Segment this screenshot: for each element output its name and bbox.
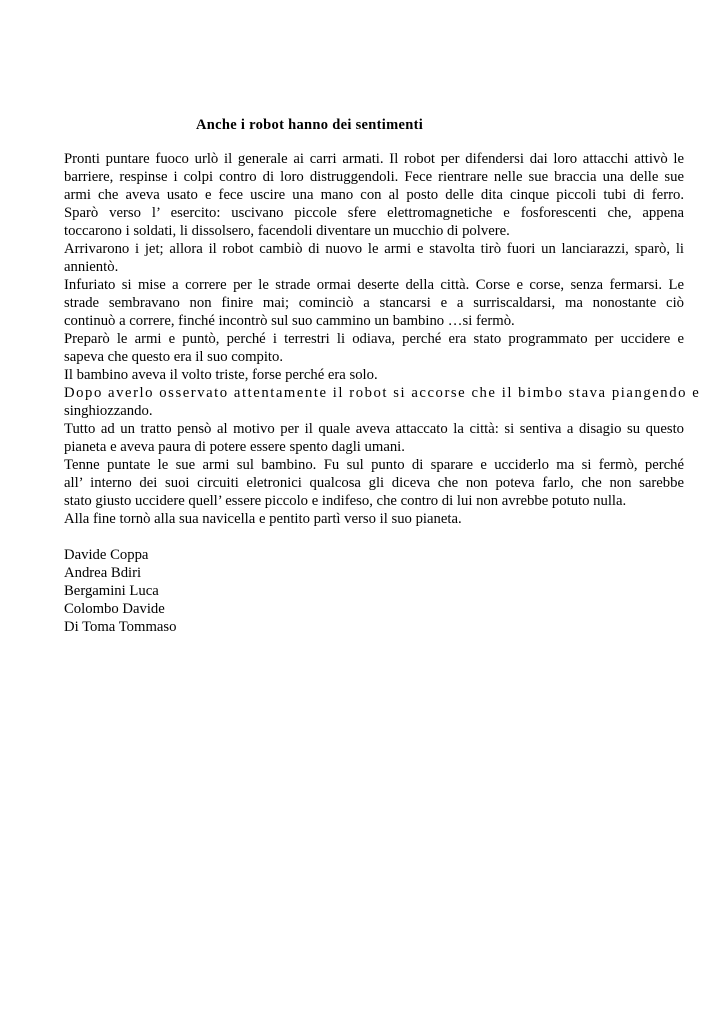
paragraph	[64, 276, 684, 330]
text-line: Infuriato si mise a correre per le strade ormai deserte della città. Corse e corse, senza fermarsi. Le	[64, 277, 684, 293]
text-line: pianeta e aveva paura di potere essere spento dagli umani.	[64, 439, 405, 455]
paragraph	[64, 456, 684, 510]
blank-line	[64, 528, 684, 546]
text-line: armi che aveva usato e fece uscire una mano con al posto delle dita cinque piccoli tubi di ferro.	[64, 187, 684, 203]
author-name: Andrea Bdiri	[64, 565, 142, 581]
author-list	[64, 546, 684, 636]
paragraph	[64, 420, 684, 456]
text-line: Alla fine tornò alla sua navicella e pentito partì verso il suo pianeta.	[64, 511, 462, 527]
document-title: Anche i robot hanno dei sentimenti	[196, 117, 424, 133]
text-line: Tutto ad un tratto pensò al motivo per il quale aveva attaccato la città: si sentiva a disagio su questo	[64, 421, 684, 437]
text-line: Il bambino aveva il volto triste, forse perché era solo.	[64, 367, 378, 383]
text-line: toccarono i soldati, li dissolsero, facendoli diventare un mucchio di polvere.	[64, 223, 510, 239]
text-line: continuò a correre, finché incontrò sul suo cammino un bambino …si fermò.	[64, 313, 515, 329]
author-name: Di Toma Tommaso	[64, 619, 177, 635]
text-line: annientò.	[64, 259, 119, 275]
text-line: singhiozzando.	[64, 403, 153, 419]
paragraph	[64, 510, 684, 528]
text-line: Tenne puntate le sue armi sul bambino. Fu sul punto di sparare e ucciderlo ma si fermò, perché	[64, 457, 684, 473]
text-line: Arrivarono i jet; allora il robot cambiò di nuovo le armi e stavolta tirò fuori un lanciarazzi, sparò, li	[64, 241, 684, 257]
text-line: Preparò le armi e puntò, perché i terrestri li odiava, perché era stato programmato per uccidere e	[64, 331, 684, 347]
paragraph	[64, 366, 684, 384]
author-name: Davide Coppa	[64, 547, 149, 563]
paragraph	[64, 150, 684, 240]
paragraph	[64, 384, 701, 420]
text-line: stato giusto uccidere quell’ essere piccolo e indifeso, che contro di lui non avrebbe potuto nulla.	[64, 493, 627, 509]
text-line: all’ interno dei suoi circuiti eletronici qualcosa gli diceva che non poteva farlo, che non sarebbe	[64, 475, 684, 491]
text-line: Dopo averlo osservato attentamente il robot si accorse che il bimbo stava piangendo e	[64, 385, 701, 401]
text-line: barriere, respinse i colpi contro di loro distruggendoli. Fece rientrare nelle sue braccia una delle sue	[64, 169, 684, 185]
paragraph	[64, 240, 684, 276]
text-line: Sparò verso l’ esercito: uscivano piccole sfere elettromagnetiche e fosforescenti che, appena	[64, 205, 684, 221]
document-body	[64, 150, 701, 636]
text-line: strade sembravano non finire mai; cominciò a stancarsi e a surriscaldarsi, ma nonostante ciò	[64, 295, 684, 311]
paragraph	[64, 330, 684, 366]
author-name: Bergamini Luca	[64, 583, 159, 599]
author-name: Colombo Davide	[64, 601, 165, 617]
text-line: Pronti puntare fuoco urlò il generale ai carri armati. Il robot per difendersi dai loro attacchi attivò le	[64, 151, 684, 167]
text-line: sapeva che questo era il suo compito.	[64, 349, 284, 365]
